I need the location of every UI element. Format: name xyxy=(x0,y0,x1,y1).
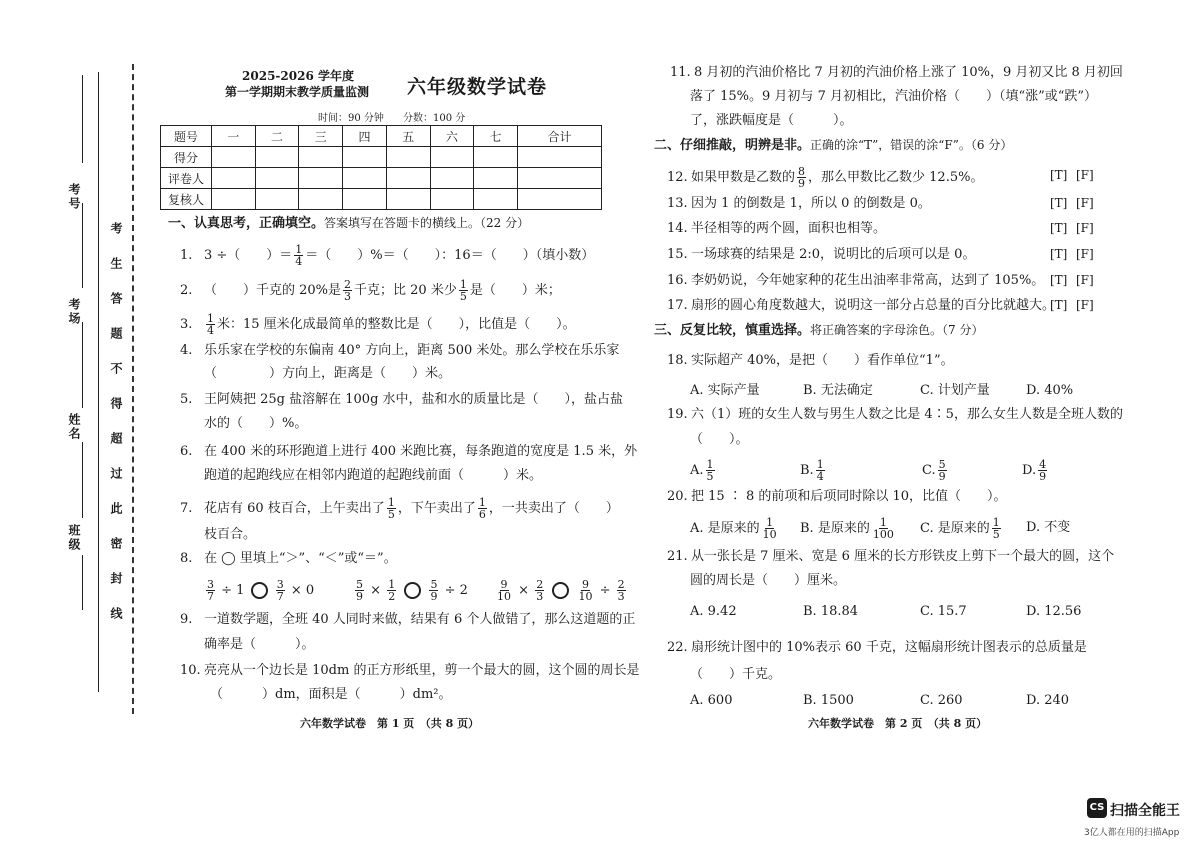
numerator: 5 xyxy=(356,578,363,591)
question-number: 8. xyxy=(180,551,193,566)
denominator: 3 xyxy=(344,290,352,303)
score-cell[interactable] xyxy=(255,189,299,210)
denominator: 5 xyxy=(387,508,395,521)
question-text: 因为 1 的倒数是 1，所以 0 的倒数是 0。 xyxy=(691,196,931,211)
choice-option[interactable]: A. 实际产量 xyxy=(690,383,760,398)
section-2-note: 正确的涂“T”，错误的涂“F”。（6 分） xyxy=(810,138,1013,152)
row-label-cell: 复核人 xyxy=(161,189,212,210)
option-text: A. 是原来的 xyxy=(690,521,760,536)
fraction xyxy=(617,579,626,602)
question-text: 把 15 ∶ 8 的前项和后项同时除以 10，比值（ ）。 xyxy=(691,489,1007,504)
choice-option[interactable]: C. 260 xyxy=(920,693,963,708)
denominator: 7 xyxy=(207,590,214,603)
table-header-cell: 合计 xyxy=(517,126,601,147)
table-header-cell: 二 xyxy=(255,126,299,147)
camscanner-tagline: 3亿人都在用的扫描App xyxy=(1084,828,1180,838)
numerator: 1 xyxy=(478,496,486,509)
fraction xyxy=(459,279,468,302)
operator: × 0 xyxy=(290,583,315,598)
question-19-line-2: （ ）。 xyxy=(690,432,749,447)
question-22-line-2: （ ）千克。 xyxy=(690,667,782,682)
denominator: 9 xyxy=(798,177,806,190)
choice-option[interactable]: B. 无法确定 xyxy=(803,383,873,398)
choice-option[interactable] xyxy=(922,459,949,482)
score-cell[interactable] xyxy=(299,189,343,210)
numerator: 5 xyxy=(430,578,438,591)
score-cell[interactable] xyxy=(430,189,474,210)
denominator: 10 xyxy=(578,590,593,603)
fraction xyxy=(872,517,895,540)
true-option[interactable]: [T] xyxy=(1050,247,1068,261)
fraction xyxy=(294,244,303,267)
question-text: ，下午卖出了 xyxy=(397,501,476,516)
choice-option[interactable] xyxy=(800,459,827,482)
fraction xyxy=(577,579,593,602)
question-text: 扇形的圆心角度数越大，说明这一部分占总量的百分比就越大。 xyxy=(691,298,1056,313)
score-cell[interactable] xyxy=(255,147,299,168)
score-cell[interactable] xyxy=(386,189,430,210)
question-number: 18. xyxy=(667,353,688,368)
true-false-item xyxy=(667,195,931,212)
choice-option[interactable]: D. 不变 xyxy=(1026,520,1071,535)
row-label-cell: 得分 xyxy=(161,147,212,168)
denominator: 4 xyxy=(207,324,214,337)
choice-option[interactable]: A. 9.42 xyxy=(690,604,737,619)
option-letter: A. xyxy=(690,463,704,478)
question-22 xyxy=(667,639,1087,656)
section-3-note: 将正确答案的字母涂色。（7 分） xyxy=(810,323,984,337)
question-3 xyxy=(180,313,576,336)
question-text: 米：15 厘米化成最简单的整数比是（ ），比值是（ ）。 xyxy=(217,317,576,332)
false-option[interactable]: [F] xyxy=(1076,273,1094,287)
fraction xyxy=(1038,459,1047,482)
denominator: 2 xyxy=(388,590,396,603)
choice-option[interactable]: C. 计划产量 xyxy=(920,383,990,398)
fraction xyxy=(276,579,285,602)
question-number: 21. xyxy=(667,549,688,564)
question-text: 李奶奶说，今年她家种的花生出油率非常高，达到了 105%。 xyxy=(691,273,1045,288)
exam-number-label: 考号 xyxy=(67,183,81,211)
score-cell[interactable] xyxy=(343,147,387,168)
question-number: 10. xyxy=(180,663,201,678)
score-cell[interactable] xyxy=(255,168,299,189)
table-header-cell: 四 xyxy=(343,126,387,147)
score-cell[interactable] xyxy=(212,189,256,210)
score-cell[interactable] xyxy=(386,147,430,168)
numerator: 9 xyxy=(500,578,508,591)
question-text: 从一张长是 7 厘米、宽是 6 厘米的长方形铁皮上剪下一个最大的圆，这个 xyxy=(691,549,1115,564)
denominator: 100 xyxy=(872,528,894,541)
score-cell[interactable] xyxy=(517,189,601,210)
question-number: 20. xyxy=(667,489,688,504)
operator: × xyxy=(518,583,530,598)
choice-option[interactable]: D. 240 xyxy=(1026,693,1070,708)
numerator: 5 xyxy=(938,458,946,471)
table-row xyxy=(161,147,602,168)
exam-room-line xyxy=(82,203,83,288)
question-4 xyxy=(180,342,619,359)
question-text: 是（ ）米； xyxy=(469,283,561,298)
table-header-cell: 五 xyxy=(386,126,430,147)
question-7-line-2: 枝百合。 xyxy=(204,527,257,542)
name-line xyxy=(82,322,83,408)
school-year: 2025-2026 学年度 xyxy=(242,69,354,83)
question-number: 15. xyxy=(667,247,688,262)
score-cell[interactable] xyxy=(517,147,601,168)
question-text: 3 ÷（ ）＝ xyxy=(204,248,293,263)
section-3-title: 三、反复比较，慎重选择。 xyxy=(654,323,811,338)
question-text: 扇形统计图中的 10%表示 60 千克，这幅扇形统计图表示的总质量是 xyxy=(691,640,1087,655)
denominator: 5 xyxy=(706,470,714,483)
false-option[interactable]: [F] xyxy=(1076,247,1094,261)
numerator: 1 xyxy=(766,516,774,529)
denominator: 9 xyxy=(1039,470,1047,483)
question-6-line-2: 跑道的起跑线应在相邻内跑道的起跑线前面（ ）米。 xyxy=(204,468,543,483)
choice-option[interactable]: B. 18.84 xyxy=(803,604,859,619)
question-number: 12. xyxy=(667,170,688,185)
choice-option[interactable] xyxy=(920,517,1003,540)
class-line xyxy=(82,442,83,518)
question-18 xyxy=(667,352,954,369)
numerator: 2 xyxy=(536,578,544,591)
fraction xyxy=(206,579,215,602)
numerator: 2 xyxy=(344,278,352,291)
false-option[interactable]: [F] xyxy=(1076,168,1094,182)
score-cell[interactable] xyxy=(299,168,343,189)
question-text: 实际超产 40%，是把（ ）看作单位“1”。 xyxy=(691,353,954,368)
denominator: 5 xyxy=(992,528,1000,541)
option-letter: C. xyxy=(922,463,936,478)
camscanner-logo-icon: CS xyxy=(1087,798,1107,818)
option-letter: B. xyxy=(800,463,814,478)
question-number: 2. xyxy=(180,283,193,298)
score-cell[interactable] xyxy=(386,168,430,189)
compare-circle-input[interactable] xyxy=(404,582,421,599)
question-4-line-2: （ ）方向上，距离是（ ）米。 xyxy=(204,366,452,381)
question-text: 乐乐家在学校的东偏南 40° 方向上，距离 500 米处。那么学校在乐乐家 xyxy=(204,343,620,358)
numerator: 1 xyxy=(992,516,1000,529)
name-label: 姓名 xyxy=(67,413,81,441)
question-11 xyxy=(670,64,1123,81)
choice-option[interactable]: B. 1500 xyxy=(803,693,854,708)
question-8 xyxy=(180,550,397,567)
fraction xyxy=(535,579,544,602)
question-number: 3. xyxy=(180,317,193,332)
question-19 xyxy=(667,406,1123,423)
score-cell[interactable] xyxy=(430,147,474,168)
choice-option[interactable] xyxy=(800,517,897,540)
true-option[interactable]: [T] xyxy=(1050,298,1068,312)
compare-expression-3 xyxy=(494,579,628,602)
true-option[interactable]: [T] xyxy=(1050,196,1068,210)
denominator: 10 xyxy=(762,528,777,541)
denominator: 5 xyxy=(459,290,467,303)
section-1-heading xyxy=(168,215,529,232)
question-text: 六（1）班的女生人数与男生人数之比是 4∶5，那么女生人数是全班人数的 xyxy=(691,407,1123,422)
score-cell[interactable] xyxy=(212,147,256,168)
operator: × xyxy=(370,583,382,598)
numerator: 1 xyxy=(816,458,824,471)
fraction xyxy=(762,517,778,540)
binding-border-line xyxy=(98,72,99,692)
score-cell[interactable] xyxy=(474,168,518,189)
section-1-title: 一、认真思考，正确填空。 xyxy=(168,216,325,231)
fraction xyxy=(797,166,806,189)
denominator: 10 xyxy=(497,590,511,603)
denominator: 6 xyxy=(478,508,486,521)
page-footer-right: 六年数学试卷 第 2 页 （共 8 页） xyxy=(808,717,988,730)
choice-option[interactable] xyxy=(1022,459,1049,482)
numerator: 3 xyxy=(276,578,284,591)
score-info: 分数：100 分 xyxy=(403,113,466,124)
question-text: 在 ◯ 里填上“＞”、“＜”或“＝”。 xyxy=(204,551,397,566)
numerator: 1 xyxy=(388,578,396,591)
numerator: 2 xyxy=(617,578,625,591)
true-option[interactable]: [T] xyxy=(1050,168,1068,182)
denominator: 7 xyxy=(276,590,284,603)
question-text: 一道数学题，全班 40 人同时来做，结果有 6 个人做错了，那么这道题的正 xyxy=(204,612,636,627)
question-text: ，那么甲数比乙数少 12.5%。 xyxy=(808,170,984,185)
fraction xyxy=(992,517,1001,540)
question-5 xyxy=(180,391,623,408)
question-text: 亮亮从一个边长是 10dm 的正方形纸里，剪一个最大的圆，这个圆的周长是 xyxy=(204,663,640,678)
question-text: 花店有 60 枝百合，上午卖出了 xyxy=(204,501,385,516)
numerator: 1 xyxy=(387,496,395,509)
operator: ÷ 2 xyxy=(444,583,468,598)
score-cell[interactable] xyxy=(474,189,518,210)
true-false-item xyxy=(667,166,983,189)
numerator: 9 xyxy=(581,578,589,591)
true-option[interactable]: [T] xyxy=(1050,221,1068,235)
class-label: 班级 xyxy=(67,524,81,552)
question-10 xyxy=(180,662,639,679)
true-option[interactable]: [T] xyxy=(1050,273,1068,287)
question-number: 14. xyxy=(667,221,688,236)
question-number: 9. xyxy=(180,612,193,627)
question-20 xyxy=(667,488,1007,505)
table-header-cell: 七 xyxy=(474,126,518,147)
table-header-cell: 三 xyxy=(299,126,343,147)
option-text: C. 是原来的 xyxy=(920,521,990,536)
compare-expression-2 xyxy=(353,579,468,602)
true-false-item xyxy=(667,246,975,263)
numerator: 1 xyxy=(706,458,714,471)
false-option[interactable]: [F] xyxy=(1076,196,1094,210)
question-21 xyxy=(667,548,1114,565)
question-number: 22. xyxy=(667,640,688,655)
fraction xyxy=(478,497,487,520)
question-text: 一场球赛的结果是 2:0，说明比的后项可以是 0。 xyxy=(691,247,976,262)
question-text: 王阿姨把 25g 盐溶解在 100g 水中，盐和水的质量比是（ ），盐占盐 xyxy=(204,392,624,407)
denominator: 4 xyxy=(295,255,303,268)
operator: ÷ xyxy=(599,583,611,598)
exam-room-label: 考场 xyxy=(67,298,81,326)
numerator: 1 xyxy=(879,516,887,529)
camscanner-name: 扫描全能王 xyxy=(1110,803,1180,819)
denominator: 9 xyxy=(356,590,363,603)
fraction xyxy=(816,459,825,482)
denominator: 3 xyxy=(536,590,544,603)
score-table-header-row xyxy=(161,126,602,147)
question-11-line-3: 了，涨跌幅度是（ ）。 xyxy=(690,113,853,128)
exam-number-line xyxy=(82,75,83,163)
fraction xyxy=(387,579,396,602)
question-21-line-2: 圆的周长是（ ）厘米。 xyxy=(690,573,847,588)
question-number: 11. xyxy=(670,65,691,80)
true-false-item xyxy=(667,220,886,237)
choice-option[interactable]: C. 15.7 xyxy=(920,604,967,619)
section-1-note: 答案填写在答题卡的横线上。（22 分） xyxy=(324,216,530,230)
question-text: （ ）千克的 20%是 xyxy=(204,283,342,298)
numerator: 1 xyxy=(295,243,303,256)
question-number: 5. xyxy=(180,392,193,407)
table-header-cell: 六 xyxy=(430,126,474,147)
question-10-line-2: （ ）dm，面积是（ ）dm²。 xyxy=(210,687,452,702)
exam-title: 六年级数学试卷 xyxy=(407,76,548,98)
question-number: 13. xyxy=(667,196,688,211)
question-11-line-2: 落了 15%。9 月初与 7 月初相比，汽油价格（ ）（填“涨”或“跌”） xyxy=(690,89,1098,104)
question-text: 8 月初的汽油价格比 7 月初的汽油价格上涨了 10%，9 月初又比 8 月初回 xyxy=(694,65,1123,80)
score-cell[interactable] xyxy=(299,147,343,168)
true-false-item xyxy=(667,272,1044,289)
fraction xyxy=(429,579,438,602)
denominator: 3 xyxy=(617,590,625,603)
false-option[interactable]: [F] xyxy=(1076,221,1094,235)
question-text: 在 400 米的环形跑道上进行 400 米跑比赛，每条跑道的宽度是 1.5 米，外 xyxy=(204,444,638,459)
option-text: B. 是原来的 xyxy=(800,521,870,536)
operator: ÷ 1 xyxy=(221,583,245,598)
score-cell[interactable] xyxy=(517,168,601,189)
seal-warning-text: 考生答题不得超过此密封线 xyxy=(109,222,123,642)
choice-option[interactable]: D. 12.56 xyxy=(1026,604,1082,619)
question-text: 如果甲数是乙数的 xyxy=(691,170,796,185)
fraction xyxy=(496,579,512,602)
question-number: 16. xyxy=(667,273,688,288)
numerator: 3 xyxy=(207,578,214,591)
question-number: 19. xyxy=(667,407,688,422)
question-number: 4. xyxy=(180,343,193,358)
fraction xyxy=(355,579,364,602)
question-number: 6. xyxy=(180,444,193,459)
numerator: 4 xyxy=(1039,458,1047,471)
denominator: 9 xyxy=(938,470,946,483)
fraction xyxy=(206,313,215,336)
compare-circle-input[interactable] xyxy=(251,582,268,599)
question-6 xyxy=(180,443,637,460)
choice-option[interactable] xyxy=(690,459,717,482)
option-letter: D. xyxy=(1022,463,1037,478)
section-2-heading xyxy=(654,137,1012,154)
question-text: 千克；比 20 米少 xyxy=(354,283,457,298)
numerator: 8 xyxy=(798,165,806,178)
score-table xyxy=(160,125,602,210)
time-info: 时间：90 分钟 xyxy=(318,113,384,124)
fraction xyxy=(706,459,715,482)
compare-circle-input[interactable] xyxy=(552,582,569,599)
question-text: 半径相等的两个圆，面积也相等。 xyxy=(691,221,887,236)
seal-dashed-line xyxy=(132,64,134,714)
question-7 xyxy=(180,497,619,520)
question-1 xyxy=(180,244,594,267)
fraction xyxy=(938,459,947,482)
choice-option[interactable]: D. 40% xyxy=(1026,383,1074,398)
numerator: 1 xyxy=(207,312,214,325)
class-line-lower xyxy=(82,555,83,610)
question-text: ＝（ ）%＝（ ）：16＝（ ）（填小数） xyxy=(305,248,595,263)
choice-option[interactable] xyxy=(690,517,780,540)
table-row xyxy=(161,168,602,189)
table-row xyxy=(161,189,602,210)
score-cell[interactable] xyxy=(212,168,256,189)
fraction xyxy=(343,279,352,302)
score-cell[interactable] xyxy=(343,168,387,189)
section-2-title: 二、仔细推敲，明辨是非。 xyxy=(654,138,811,153)
false-option[interactable]: [F] xyxy=(1076,298,1094,312)
term-label: 第一学期期末教学质量监测 xyxy=(224,85,369,99)
true-false-item xyxy=(667,297,1055,314)
question-5-line-2: 水的（ ）%。 xyxy=(204,416,308,431)
score-cell[interactable] xyxy=(430,168,474,189)
row-label-cell: 评卷人 xyxy=(161,168,212,189)
choice-option[interactable]: A. 600 xyxy=(690,693,733,708)
denominator: 4 xyxy=(816,470,824,483)
question-number: 1. xyxy=(180,248,193,263)
table-header-cell: 一 xyxy=(212,126,256,147)
score-cell[interactable] xyxy=(343,189,387,210)
question-number: 17. xyxy=(667,298,688,313)
question-text: ，一共卖出了（ ） xyxy=(488,501,619,516)
question-2 xyxy=(180,279,561,302)
numerator: 1 xyxy=(459,278,467,291)
page-footer-left: 六年数学试卷 第 1 页 （共 8 页） xyxy=(300,717,480,730)
table-header-cell: 题号 xyxy=(161,126,212,147)
question-9 xyxy=(180,611,635,628)
denominator: 9 xyxy=(430,590,438,603)
section-3-heading xyxy=(654,322,983,339)
question-number: 7. xyxy=(180,501,193,516)
fraction xyxy=(387,497,396,520)
question-9-line-2: 确率是（ ）。 xyxy=(204,637,315,652)
compare-expression-1 xyxy=(204,579,314,602)
score-cell[interactable] xyxy=(474,147,518,168)
